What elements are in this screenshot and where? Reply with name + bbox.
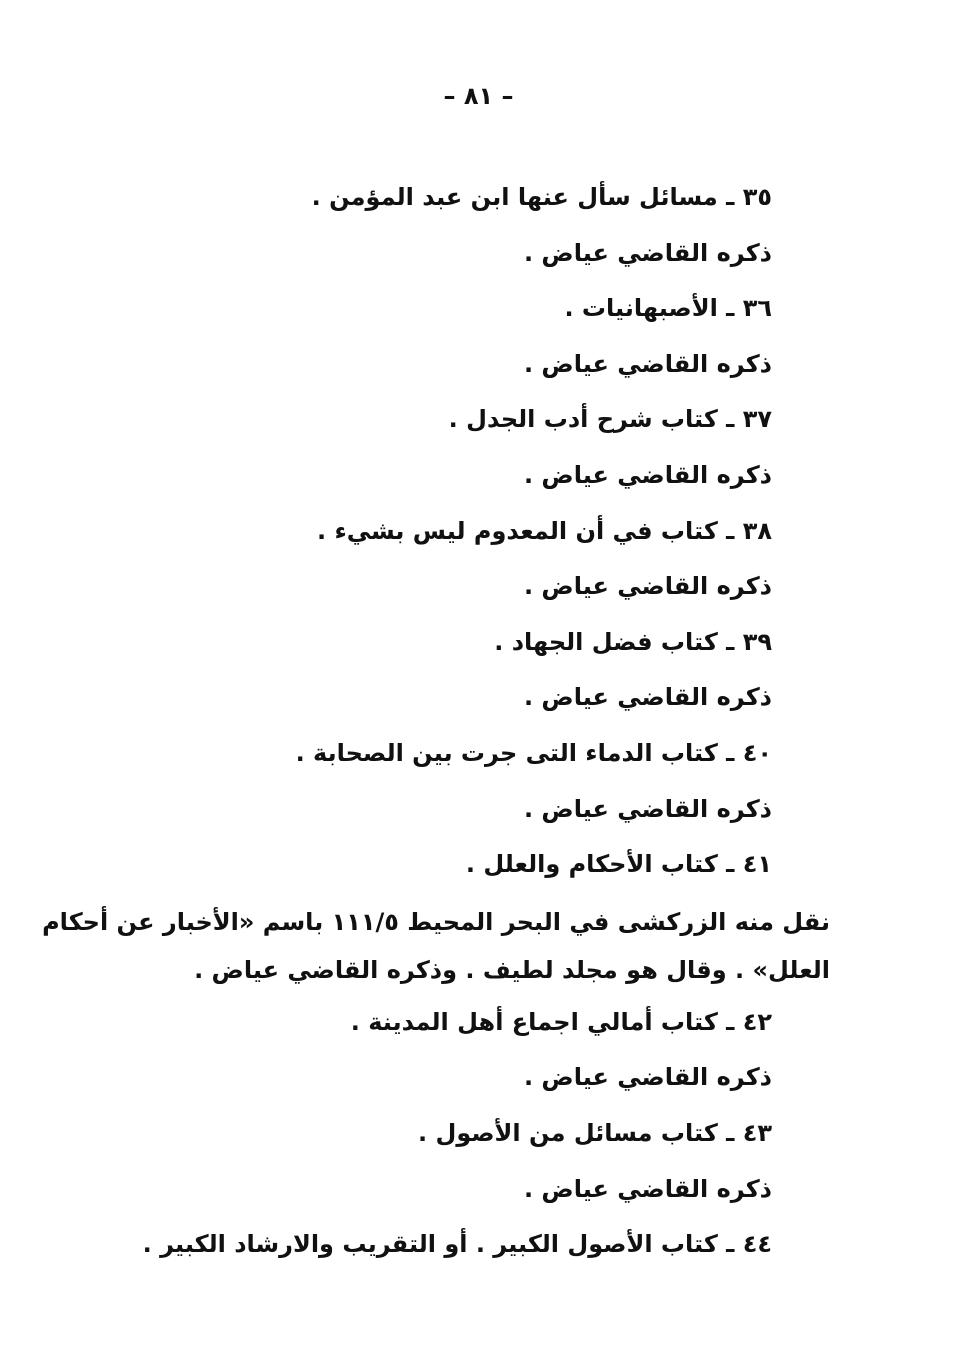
citation-35: ذكره القاضي عياض . <box>523 238 772 267</box>
note-line-2: العلل» . وقال هو مجلد لطيف . وذكره القاضي عياض . <box>194 955 830 984</box>
entry-41: ٤١ ـ كتاب الأحكام والعلل . <box>465 850 772 879</box>
entry-36: ٣٦ ـ الأصبهانيات . <box>564 294 772 323</box>
citation-37: ذكره القاضي عياض . <box>523 460 772 489</box>
citation-39: ذكره القاضي عياض . <box>523 683 772 712</box>
note-line-1: نقل منه الزركشى في البحر المحيط ١١١/٥ باسم «الأخبار عن أحكام <box>42 907 830 936</box>
page-number: – ٨١ – <box>443 82 514 110</box>
note-41 <box>42 898 830 994</box>
entry-40: ٤٠ ـ كتاب الدماء التى جرت بين الصحابة . <box>295 738 772 767</box>
citation-36: ذكره القاضي عياض . <box>523 349 772 378</box>
citation-40: ذكره القاضي عياض . <box>523 794 772 823</box>
page-body <box>42 175 830 1278</box>
entry-43: ٤٣ ـ كتاب مسائل من الأصول . <box>418 1118 772 1147</box>
entry-38: ٣٨ ـ كتاب في أن المعدوم ليس بشيء . <box>316 516 772 545</box>
citation-38: ذكره القاضي عياض . <box>523 572 772 601</box>
entry-35: ٣٥ ـ مسائل سأل عنها ابن عبد المؤمن . <box>311 183 772 211</box>
entry-37: ٣٧ ـ كتاب شرح أدب الجدل . <box>448 405 772 434</box>
entry-42: ٤٢ ـ كتاب أمالي اجماع أهل المدينة . <box>350 1007 772 1036</box>
citation-42: ذكره القاضي عياض . <box>523 1063 772 1092</box>
entry-39: ٣٩ ـ كتاب فضل الجهاد . <box>494 627 772 656</box>
entry-44: ٤٤ ـ كتاب الأصول الكبير . أو التقريب والارشاد الكبير . <box>142 1230 772 1259</box>
citation-43: ذكره القاضي عياض . <box>523 1174 772 1203</box>
